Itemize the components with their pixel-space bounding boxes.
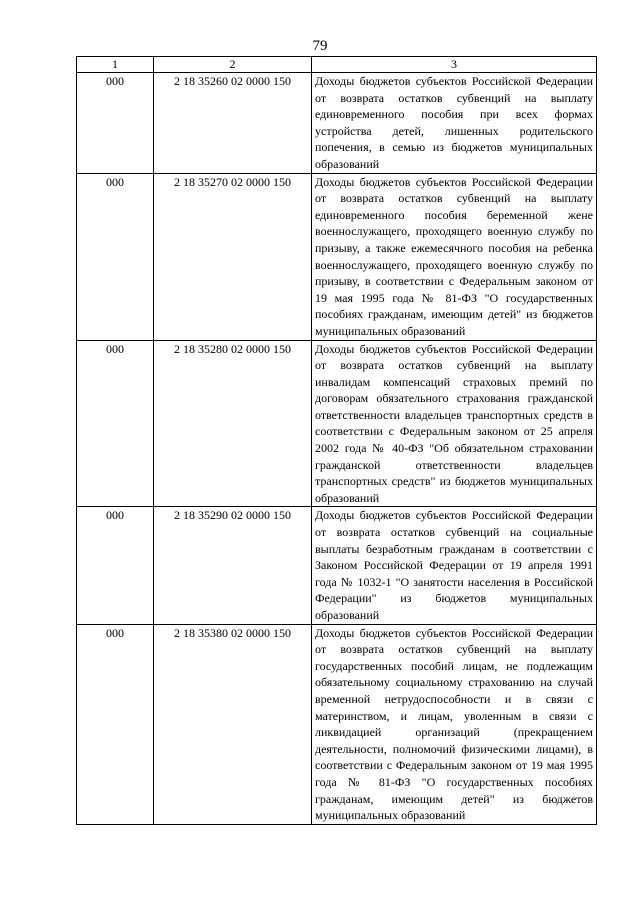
admin-code-cell: 000 [77,173,154,340]
column-header-1: 1 [77,57,154,73]
description-cell: Доходы бюджетов субъектов Российской Федерации от возврата остатков субвенций на выплату единовременного пособия беременной жене военнослужащего, проходящего военную службу по призыву, а также ежемесячного пособия на ребенка военнослужащего, проходящего военную службу по призыву, в соответствии с Федеральным законом от 19 мая 1995 года № 81-ФЗ "О государственных пособиях гражданам, имеющим детей" из бюджетов муниципальных образований [312,173,597,340]
column-header-3: 3 [312,57,597,73]
column-header-2: 2 [154,57,312,73]
table-header-row [77,57,597,73]
table-row [77,173,597,340]
revenue-code-cell: 2 18 35280 02 0000 150 [154,340,312,507]
admin-code-cell: 000 [77,340,154,507]
admin-code-cell: 000 [77,507,154,624]
revenue-code-cell: 2 18 35290 02 0000 150 [154,507,312,624]
table-row [77,624,597,824]
description-cell: Доходы бюджетов субъектов Российской Федерации от возврата остатков субвенций на выплату государственных пособий лицам, не подлежащим обязательному социальному страхованию на случай временной нетрудоспособности и в связи с материнством, и лицам, уволенным в связи с ликвидацией организаций (прекращением деятельности, полномочий физическими лицами), в соответствии с Федеральным законом от 19 мая 1995 года № 81-ФЗ "О государственных пособиях гражданам, имеющим детей" из бюджетов муниципальных образований [312,624,597,824]
description-cell: Доходы бюджетов субъектов Российской Федерации от возврата остатков субвенций на социальные выплаты безработным гражданам в соответствии с Законом Российской Федерации от 19 апреля 1991 года № 1032-1 "О занятости населения в Российской Федерации" из бюджетов муниципальных образований [312,507,597,624]
page-number: 79 [312,38,328,54]
description-cell: Доходы бюджетов субъектов Российской Федерации от возврата остатков субвенций на выплату инвалидам компенсаций страховых премий по договорам обязательного страхования гражданской ответственности владельцев транспортных средств в соответствии с Федеральным законом от 25 апреля 2002 года № 40-ФЗ "Об обязательном страховании гражданской ответственности владельцев транспортных средств" из бюджетов муниципальных образований [312,340,597,507]
description-cell: Доходы бюджетов субъектов Российской Федерации от возврата остатков субвенций на выплату единовременного пособия при всех формах устройства детей, лишенных родительского попечения, в семью из бюджетов муниципальных образований [312,73,597,174]
table-row [77,340,597,507]
admin-code-cell: 000 [77,73,154,174]
table-row [77,507,597,624]
admin-code-cell: 000 [77,624,154,824]
revenue-code-cell: 2 18 35380 02 0000 150 [154,624,312,824]
revenue-codes-table [76,56,597,825]
table-row [77,73,597,174]
revenue-code-cell: 2 18 35260 02 0000 150 [154,73,312,174]
revenue-code-cell: 2 18 35270 02 0000 150 [154,173,312,340]
